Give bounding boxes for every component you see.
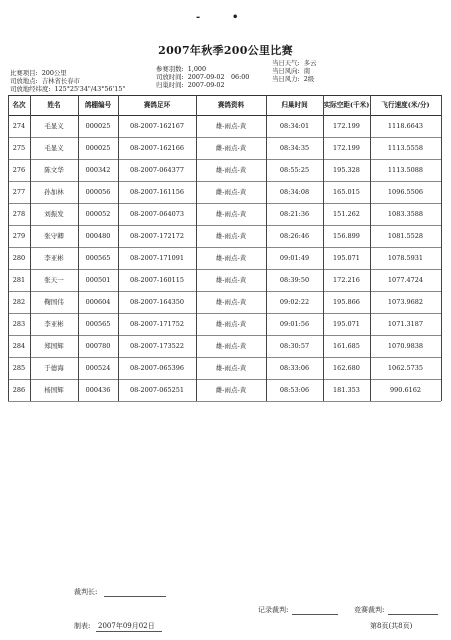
table-cell: 274 bbox=[12, 122, 26, 130]
table-cell: 08-2007-172172 bbox=[129, 232, 185, 240]
info-label: 司放地点: bbox=[10, 76, 38, 85]
scan-mark: • bbox=[232, 12, 239, 23]
table-cell: 1083.3588 bbox=[387, 210, 424, 218]
table-cell: 09:01:56 bbox=[279, 320, 310, 328]
table-cell: 08-2007-171752 bbox=[129, 320, 185, 328]
column-header: 赛鸽资料 bbox=[217, 100, 245, 109]
info-label: 司放时间: bbox=[156, 72, 184, 81]
table-cell: 08:21:36 bbox=[279, 210, 310, 218]
table-cell: 08-2007-160115 bbox=[129, 276, 185, 284]
column-header: 实际空距(千米) bbox=[323, 100, 370, 109]
table-cell: 000604 bbox=[85, 298, 111, 306]
table-cell: 156.899 bbox=[333, 232, 360, 240]
info-label: 参赛羽数: bbox=[156, 65, 184, 73]
table-cell: 08:34:35 bbox=[279, 144, 310, 152]
column-header: 赛鸽足环 bbox=[143, 100, 171, 109]
table-cell: 172.199 bbox=[333, 144, 360, 152]
info-label: 归巢时间: bbox=[156, 80, 184, 89]
signature-line bbox=[292, 614, 338, 615]
table-cell: 181.353 bbox=[333, 386, 360, 394]
column-header: 归巢时间 bbox=[281, 100, 308, 109]
info-value: 2007-09-02 06:00 bbox=[187, 72, 250, 81]
table-cell: 孙加林 bbox=[44, 188, 64, 196]
table-cell: 08-2007-164350 bbox=[129, 298, 185, 306]
table-cell: 雄-雨点-黄 bbox=[215, 166, 247, 174]
table-cell: 08:55:25 bbox=[279, 166, 310, 174]
table-cell: 284 bbox=[12, 342, 26, 350]
table-cell: 1113.5088 bbox=[387, 166, 424, 174]
table-cell: 000025 bbox=[85, 122, 111, 130]
page-number: 第8页(共8页) bbox=[370, 622, 413, 630]
info-label: 当日风力: bbox=[272, 74, 300, 83]
table-cell: 09:01:49 bbox=[279, 254, 310, 262]
table-cell: 08-2007-065251 bbox=[129, 386, 185, 394]
table-cell: 195.071 bbox=[333, 254, 360, 262]
table-cell: 286 bbox=[12, 386, 26, 394]
document-title: 2007年秋季200公里比赛 bbox=[158, 44, 293, 57]
table-cell: 195.071 bbox=[333, 320, 360, 328]
table-cell: 陈文华 bbox=[44, 166, 64, 174]
table-cell: 1113.5558 bbox=[387, 144, 424, 152]
scan-mark: - bbox=[196, 12, 201, 23]
column-header: 飞行速度(米/分) bbox=[381, 100, 430, 109]
table-cell: 1073.9682 bbox=[387, 298, 424, 306]
chief-judge-label: 裁判长: bbox=[74, 588, 98, 596]
table-cell: 08-2007-065396 bbox=[129, 364, 185, 372]
table-cell: 08:39:50 bbox=[279, 276, 310, 284]
table-cell: 000056 bbox=[85, 188, 111, 196]
table-cell: 1077.4724 bbox=[387, 276, 424, 284]
info-label: 比赛项目: bbox=[10, 69, 38, 77]
table-cell: 000524 bbox=[85, 364, 111, 372]
results-table bbox=[8, 95, 441, 405]
table-cell: 000780 bbox=[85, 342, 111, 350]
table-cell: 1118.6643 bbox=[387, 122, 424, 130]
table-cell: 08:26:46 bbox=[279, 232, 310, 240]
table-cell: 1078.5931 bbox=[387, 254, 424, 262]
table-cell: 000565 bbox=[85, 320, 111, 328]
table-cell: 08-2007-162167 bbox=[129, 122, 185, 130]
info-label: 司放地经纬度: bbox=[10, 84, 51, 93]
table-cell: 275 bbox=[12, 144, 26, 152]
table-cell: 1071.3187 bbox=[387, 320, 424, 328]
table-cell: 161.685 bbox=[333, 342, 360, 350]
race-info-col2 bbox=[156, 66, 249, 89]
table-cell: 162.680 bbox=[333, 364, 360, 372]
table-cell: 08:34:08 bbox=[279, 188, 310, 196]
table-cell: 279 bbox=[12, 232, 26, 240]
table-cell: 雌-雨点-黄 bbox=[215, 144, 247, 152]
info-value: 200公里 bbox=[41, 69, 67, 77]
table-cell: 1070.9838 bbox=[387, 342, 424, 350]
info-label: 当日天气: bbox=[272, 59, 300, 67]
table-cell: 1096.5506 bbox=[387, 188, 424, 196]
table-cell: 张天一 bbox=[44, 276, 64, 284]
table-cell: 09:02:22 bbox=[279, 298, 310, 306]
table-cell: 雄-雨点-黄 bbox=[215, 210, 247, 218]
info-value: 南 bbox=[303, 66, 311, 75]
table-cell: 08-2007-064377 bbox=[129, 166, 185, 174]
info-value: 多云 bbox=[303, 59, 317, 67]
table-cell: 1081.5528 bbox=[387, 232, 424, 240]
table-cell: 鞠国伟 bbox=[44, 298, 64, 306]
info-label: 当日风向: bbox=[272, 66, 300, 75]
table-cell: 08-2007-161156 bbox=[129, 188, 185, 196]
info-value: 125°25'34"/43°56'15" bbox=[54, 84, 126, 93]
table-cell: 雄-雨点-黄 bbox=[215, 342, 247, 350]
table-cell: 000342 bbox=[85, 166, 111, 174]
table-cell: 毛显义 bbox=[44, 144, 64, 152]
table-cell: 雄-雨点-黄 bbox=[215, 122, 247, 130]
table-cell: 张守卿 bbox=[44, 232, 64, 240]
table-cell: 于德海 bbox=[44, 364, 64, 372]
table-cell: 李亚彬 bbox=[44, 254, 64, 262]
table-cell: 000436 bbox=[85, 386, 111, 394]
column-header: 鸽棚编号 bbox=[84, 100, 112, 109]
table-cell: 08:53:06 bbox=[279, 386, 310, 394]
table-cell: 李亚彬 bbox=[44, 320, 64, 328]
column-header: 名次 bbox=[12, 100, 26, 109]
table-cell: 172.199 bbox=[333, 122, 360, 130]
table-cell: 172.216 bbox=[333, 276, 360, 284]
table-cell: 08-2007-171091 bbox=[129, 254, 185, 262]
table-cell: 277 bbox=[12, 188, 26, 196]
info-value: 吉林省长春市 bbox=[41, 76, 81, 85]
table-cell: 282 bbox=[12, 298, 26, 306]
table-cell: 000052 bbox=[85, 210, 111, 218]
table-cell: 280 bbox=[12, 254, 26, 262]
table-cell: 杨国辉 bbox=[44, 386, 64, 394]
table-cell: 雄-雨点-黄 bbox=[215, 276, 247, 284]
column-header: 姓名 bbox=[47, 100, 61, 109]
table-cell: 000501 bbox=[85, 276, 111, 284]
signature-line bbox=[388, 614, 438, 615]
table-cell: 08-2007-064073 bbox=[129, 210, 185, 218]
table-cell: 276 bbox=[12, 166, 26, 174]
table-cell: 刘振发 bbox=[44, 210, 64, 218]
table-cell: 151.262 bbox=[333, 210, 360, 218]
race-info-col1 bbox=[10, 70, 125, 93]
table-cell: 08:34:01 bbox=[279, 122, 310, 130]
table-cell: 雌-雨点-黄 bbox=[215, 188, 247, 196]
race-info-col3 bbox=[272, 60, 317, 83]
table-cell: 雄-雨点-黄 bbox=[215, 254, 247, 262]
table-cell: 雌-雨点-黄 bbox=[215, 386, 247, 394]
table-cell: 990.6162 bbox=[389, 386, 421, 394]
info-value: 1,000 bbox=[187, 65, 207, 73]
table-cell: 雄-雨点-黄 bbox=[215, 364, 247, 372]
table-cell: 08:33:06 bbox=[279, 364, 310, 372]
table-cell: 195.866 bbox=[333, 298, 360, 306]
table-cell: 195.328 bbox=[333, 166, 360, 174]
table-cell: 08-2007-173522 bbox=[129, 342, 185, 350]
signature-line bbox=[104, 596, 166, 597]
table-cell: 281 bbox=[12, 276, 26, 284]
table-cell: 雄-雨点-黄 bbox=[215, 298, 247, 306]
table-cell: 000025 bbox=[85, 144, 111, 152]
table-cell: 283 bbox=[12, 320, 26, 328]
table-cell: 285 bbox=[12, 364, 26, 372]
table-cell: 1062.5735 bbox=[387, 364, 424, 372]
record-judge-label: 记录裁判: bbox=[258, 606, 289, 614]
tabulator-label: 制表: bbox=[74, 622, 91, 630]
table-cell: 08-2007-162166 bbox=[129, 144, 185, 152]
row-divider bbox=[8, 401, 441, 402]
table-cell: 278 bbox=[12, 210, 26, 218]
race-judge-label: 竞赛裁判: bbox=[354, 606, 385, 614]
column-divider bbox=[441, 95, 442, 401]
info-value: 2007-09-02 bbox=[187, 80, 225, 89]
table-cell: 雄-雨点-黄 bbox=[215, 320, 247, 328]
info-value: 2级 bbox=[303, 74, 315, 83]
table-cell: 000480 bbox=[85, 232, 111, 240]
table-cell: 08:30:57 bbox=[279, 342, 310, 350]
table-cell: 165.015 bbox=[333, 188, 360, 196]
table-cell: 毛显义 bbox=[44, 122, 64, 130]
document-date: 2007年09月02日 bbox=[98, 622, 155, 630]
table-cell: 000565 bbox=[85, 254, 111, 262]
table-cell: 郑国辉 bbox=[44, 342, 64, 350]
signature-line bbox=[96, 631, 162, 632]
table-cell: 雄-雨点-黄 bbox=[215, 232, 247, 240]
